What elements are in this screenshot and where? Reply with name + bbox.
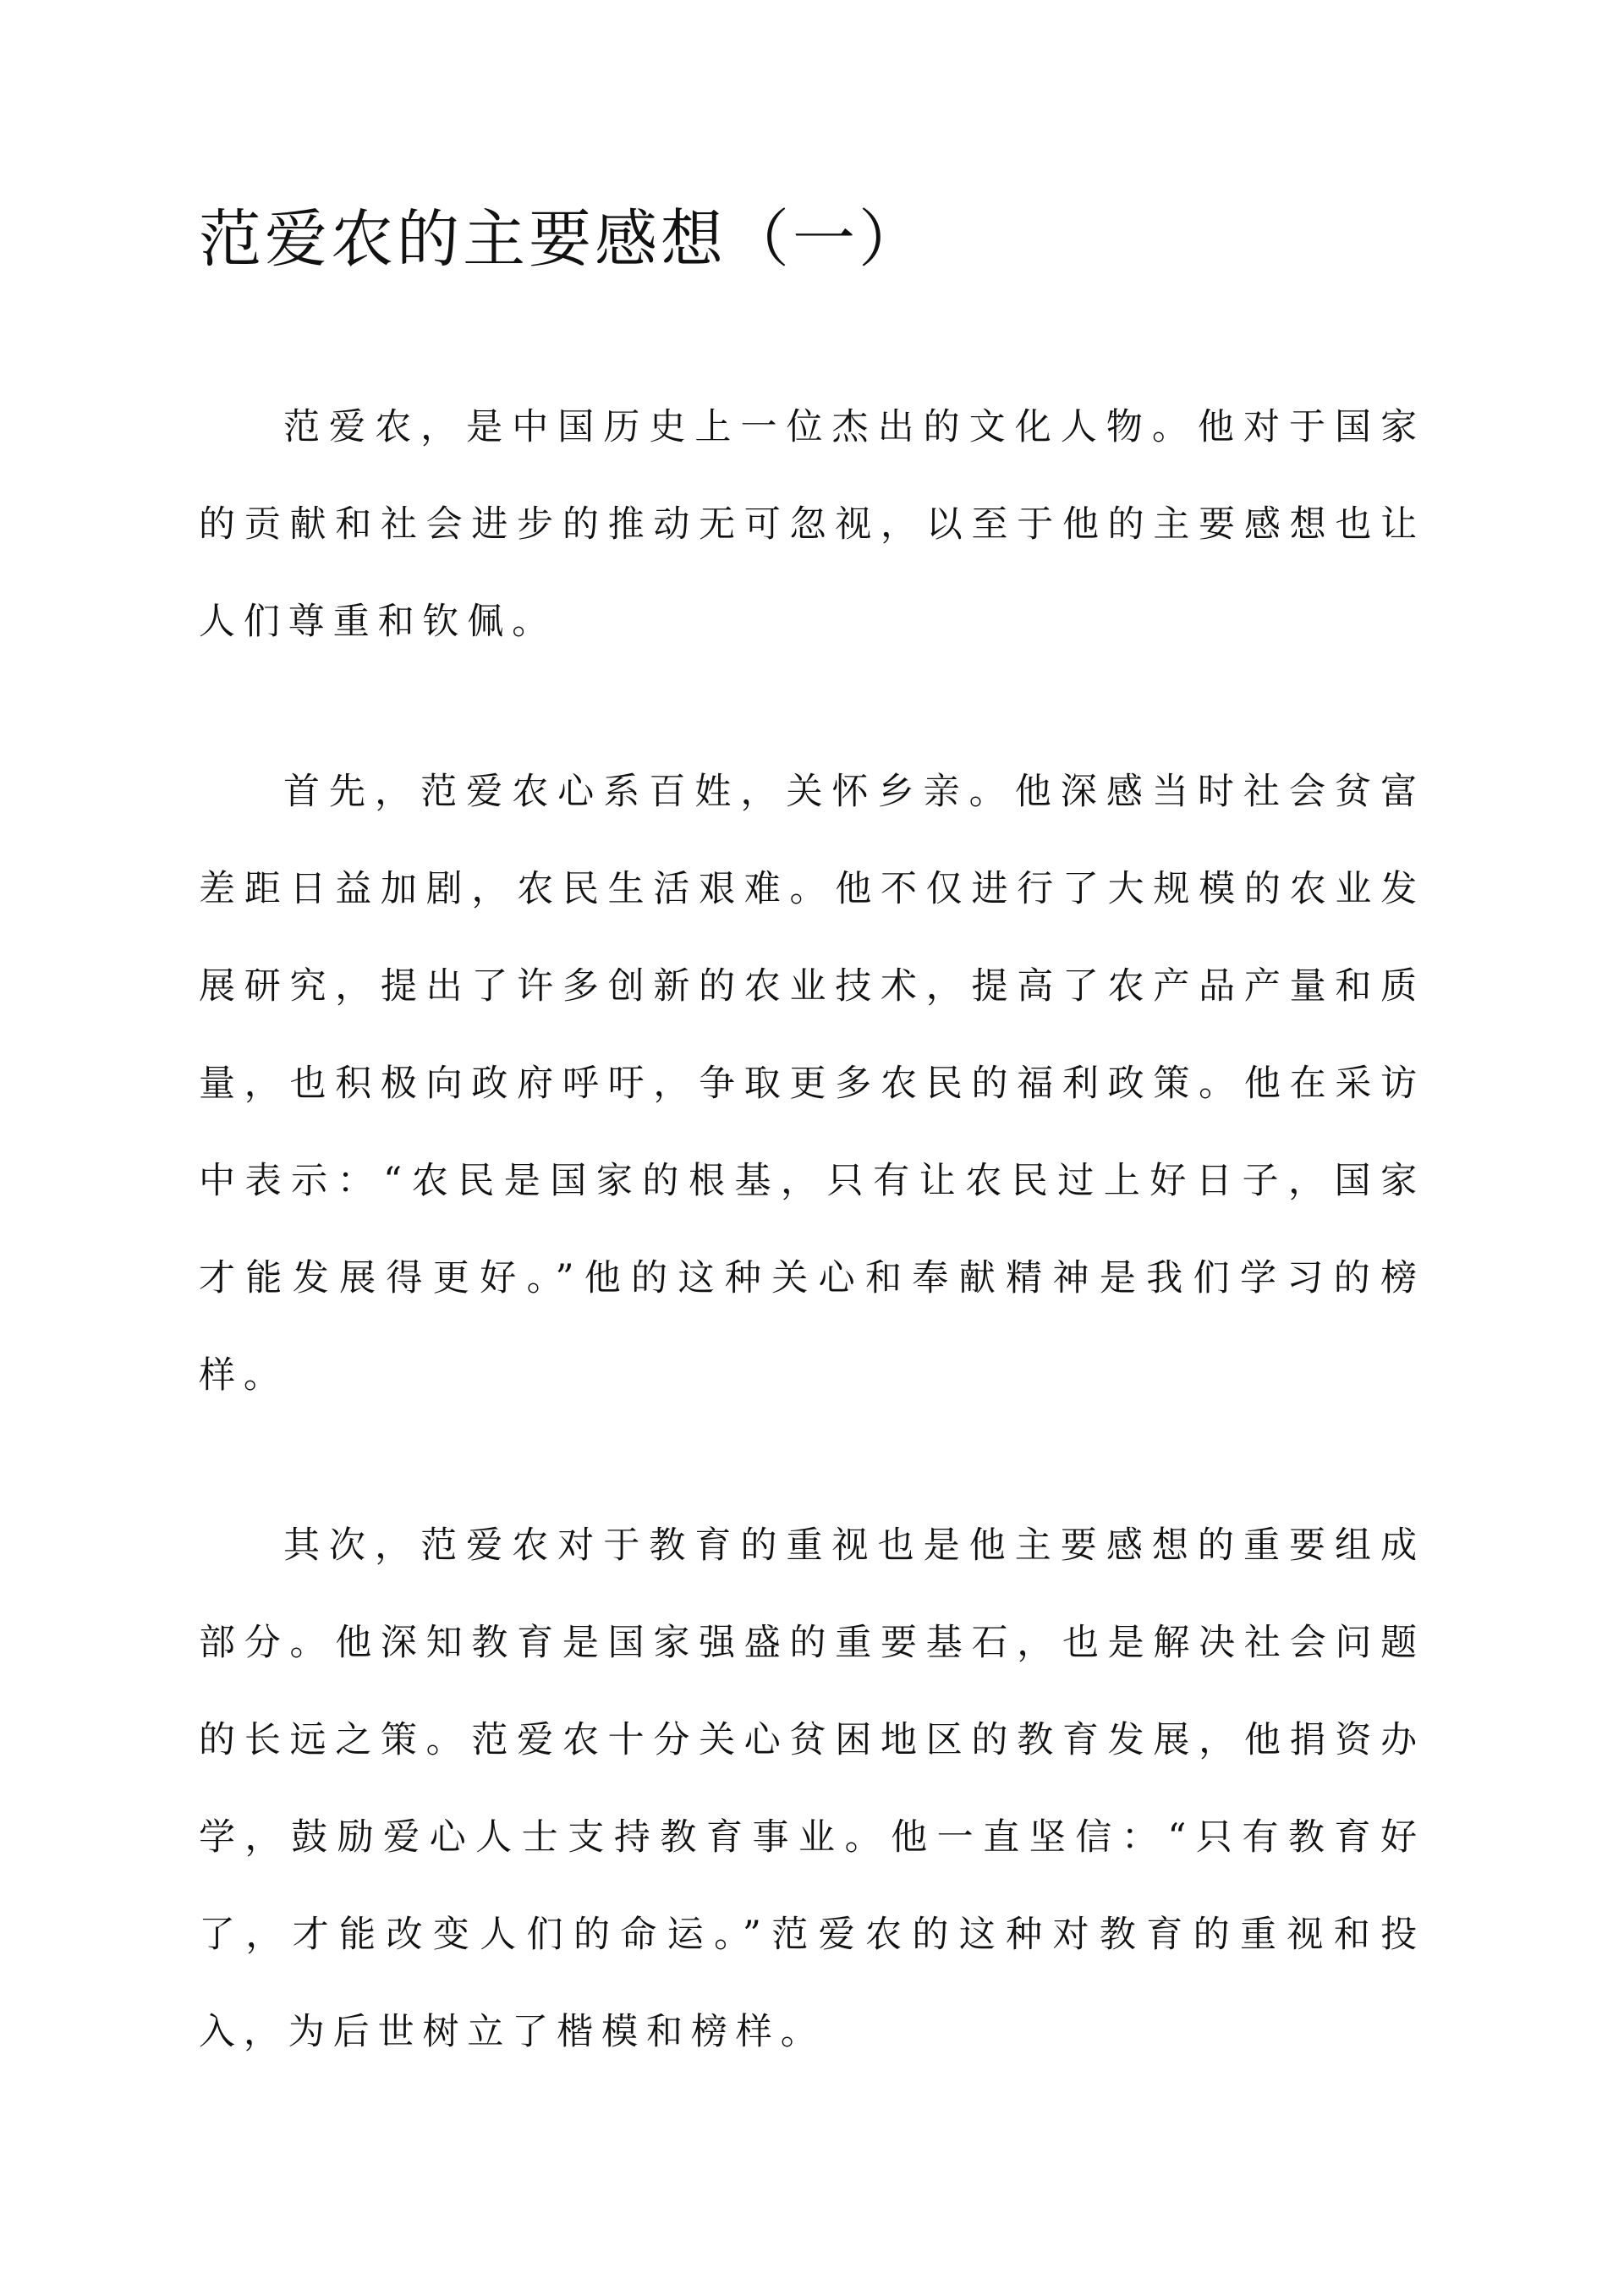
paragraph-intro: 范爱农，是中国历史上一位杰出的文化人物。他对于国家的贡献和社会进步的推动无可忽视，以至于他的主要感想也让人们尊重和钦佩。 — [199, 406, 1425, 643]
paragraph-education: 其次，范爱农对于教育的重视也是他主要感想的重要组成部分。他深知教育是国家强盛的重要基石，也是解决社会问题的长远之策。范爱农十分关心贫困地区的教育发展，他捐资办学，鼓励爱心人士支持教育事业。他一直坚信：“只有教育好了，才能改变人们的命运。”范爱农的这种对教育的重视和投入，为后世树立了楷模和榜样。 — [199, 1524, 1425, 2053]
document-body — [199, 379, 1425, 2154]
document-title: 范爱农的主要感想（一） — [199, 203, 924, 276]
paragraph-farmers: 首先，范爱农心系百姓，关怀乡亲。他深感当时社会贫富差距日益加剧，农民生活艰难。他不仅进行了大规模的农业发展研究，提出了许多创新的农业技术，提高了农产品产量和质量，也积极向政府呼吁，争取更多农民的福利政策。他在采访中表示：“农民是国家的根基，只有让农民过上好日子，国家才能发展得更好。”他的这种关心和奉献精神是我们学习的榜样。 — [199, 771, 1425, 1397]
